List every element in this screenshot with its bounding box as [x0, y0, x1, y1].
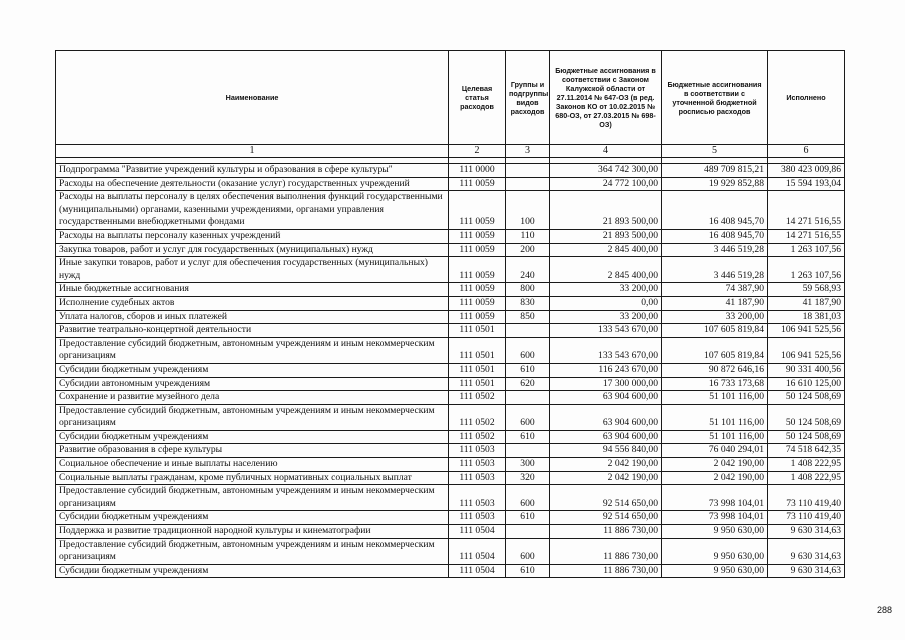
- row-executed: 73 110 419,40: [768, 485, 845, 511]
- row-law-allocation: 63 904 600,00: [550, 391, 662, 405]
- row-name: Расходы на выплаты персоналу казенных учреждений: [56, 229, 449, 243]
- row-executed: 1 263 107,56: [768, 257, 845, 283]
- table-row: [56, 310, 845, 324]
- row-group: [506, 444, 550, 458]
- row-article: 111 0503: [449, 471, 506, 485]
- row-article: 111 0504: [449, 525, 506, 539]
- row-law-allocation: 21 893 500,00: [550, 229, 662, 243]
- row-executed: 50 124 508,69: [768, 391, 845, 405]
- header-refined-allocation: Бюджетные ассигнования в соответствии с уточненной бюджетной росписью расходов: [662, 51, 768, 145]
- row-article: 111 0503: [449, 511, 506, 525]
- table-row: [56, 177, 845, 191]
- row-name: Субсидии бюджетным учреждениям: [56, 363, 449, 377]
- row-refined-allocation: 51 101 116,00: [662, 430, 768, 444]
- row-refined-allocation: 107 605 819,84: [662, 324, 768, 338]
- row-article: 111 0059: [449, 310, 506, 324]
- header-law-allocation: Бюджетные ассигнования в соответствии с Законом Калужской области от 27.11.2014 № 647-ОЗ (в ред. Законов КО от 10.02.2015 № 680-ОЗ, от 27.03.2015 № 698-ОЗ): [550, 51, 662, 145]
- header-group: Группы и подгруппы видов расходов: [506, 51, 550, 145]
- row-name: Закупка товаров, работ и услуг для государственных (муниципальных) нужд: [56, 243, 449, 257]
- row-refined-allocation: 16 408 945,70: [662, 191, 768, 230]
- row-executed: 15 594 193,04: [768, 177, 845, 191]
- table-row: [56, 337, 845, 363]
- row-name: Социальные выплаты гражданам, кроме публичных нормативных социальных выплат: [56, 471, 449, 485]
- row-article: 111 0501: [449, 377, 506, 391]
- row-executed: 41 187,90: [768, 296, 845, 310]
- row-name: Поддержка и развитие традиционной народной культуры и кинематографии: [56, 525, 449, 539]
- row-group: [506, 391, 550, 405]
- row-group: 100: [506, 191, 550, 230]
- row-article: 111 0503: [449, 458, 506, 472]
- column-number: 1: [56, 145, 449, 158]
- table-body: [56, 164, 845, 578]
- column-number: 4: [550, 145, 662, 158]
- row-article: 111 0059: [449, 177, 506, 191]
- row-group: 110: [506, 229, 550, 243]
- row-article: 111 0059: [449, 229, 506, 243]
- row-refined-allocation: 16 733 173,68: [662, 377, 768, 391]
- row-group: 850: [506, 310, 550, 324]
- row-refined-allocation: 76 040 294,01: [662, 444, 768, 458]
- row-law-allocation: 2 042 190,00: [550, 471, 662, 485]
- row-group: [506, 164, 550, 178]
- header-article: Целевая статья расходов: [449, 51, 506, 145]
- row-name: Расходы на выплаты персоналу в целях обеспечения выполнения функций государственными (муниципальными) органами, казенными учреждениями, органами управления государственными внебюджетными фондами: [56, 191, 449, 230]
- table-row: [56, 377, 845, 391]
- row-law-allocation: 0,00: [550, 296, 662, 310]
- table-row: [56, 430, 845, 444]
- row-law-allocation: 94 556 840,00: [550, 444, 662, 458]
- row-group: [506, 177, 550, 191]
- table-row: [56, 324, 845, 338]
- row-group: 620: [506, 377, 550, 391]
- row-group: 320: [506, 471, 550, 485]
- row-name: Расходы на обеспечение деятельности (оказание услуг) государственных учреждений: [56, 177, 449, 191]
- table-row: [56, 538, 845, 564]
- row-name: Иные закупки товаров, работ и услуг для обеспечения государственных (муниципальных) нужд: [56, 257, 449, 283]
- table-row: [56, 391, 845, 405]
- row-name: Уплата налогов, сборов и иных платежей: [56, 310, 449, 324]
- table-row: [56, 444, 845, 458]
- row-law-allocation: 92 514 650,00: [550, 511, 662, 525]
- table-row: [56, 458, 845, 472]
- row-law-allocation: 11 886 730,00: [550, 564, 662, 578]
- row-law-allocation: 63 904 600,00: [550, 404, 662, 430]
- row-law-allocation: 33 200,00: [550, 283, 662, 297]
- row-refined-allocation: 33 200,00: [662, 310, 768, 324]
- row-refined-allocation: 73 998 104,01: [662, 485, 768, 511]
- row-article: 111 0501: [449, 324, 506, 338]
- row-law-allocation: 92 514 650,00: [550, 485, 662, 511]
- row-name: Иные бюджетные ассигнования: [56, 283, 449, 297]
- row-refined-allocation: 3 446 519,28: [662, 257, 768, 283]
- row-law-allocation: 21 893 500,00: [550, 191, 662, 230]
- column-number: 3: [506, 145, 550, 158]
- row-executed: 74 518 642,35: [768, 444, 845, 458]
- row-group: 800: [506, 283, 550, 297]
- table-row: [56, 164, 845, 178]
- table-row: [56, 363, 845, 377]
- table-row: [56, 243, 845, 257]
- table-row: [56, 564, 845, 578]
- row-article: 111 0504: [449, 538, 506, 564]
- row-law-allocation: 63 904 600,00: [550, 430, 662, 444]
- row-group: [506, 324, 550, 338]
- header-executed: Исполнено: [768, 51, 845, 145]
- table-row: [56, 404, 845, 430]
- row-name: Субсидии бюджетным учреждениям: [56, 430, 449, 444]
- row-group: [506, 525, 550, 539]
- row-article: 111 0503: [449, 444, 506, 458]
- row-law-allocation: 24 772 100,00: [550, 177, 662, 191]
- table-row: [56, 511, 845, 525]
- row-article: 111 0059: [449, 243, 506, 257]
- row-law-allocation: 116 243 670,00: [550, 363, 662, 377]
- column-number-row: [56, 145, 845, 158]
- row-article: 111 0000: [449, 164, 506, 178]
- row-name: Субсидии бюджетным учреждениям: [56, 564, 449, 578]
- row-law-allocation: 17 300 000,00: [550, 377, 662, 391]
- row-law-allocation: 2 845 400,00: [550, 243, 662, 257]
- row-law-allocation: 133 543 670,00: [550, 337, 662, 363]
- table-row: [56, 471, 845, 485]
- row-executed: 9 630 314,63: [768, 564, 845, 578]
- row-group: 240: [506, 257, 550, 283]
- row-refined-allocation: 51 101 116,00: [662, 391, 768, 405]
- row-article: 111 0059: [449, 191, 506, 230]
- row-executed: 59 568,93: [768, 283, 845, 297]
- row-refined-allocation: 9 950 630,00: [662, 564, 768, 578]
- row-group: 600: [506, 538, 550, 564]
- row-executed: 1 408 222,95: [768, 471, 845, 485]
- row-group: 830: [506, 296, 550, 310]
- table-row: [56, 525, 845, 539]
- table-row: [56, 485, 845, 511]
- row-refined-allocation: 9 950 630,00: [662, 538, 768, 564]
- row-executed: 50 124 508,69: [768, 404, 845, 430]
- row-law-allocation: 364 742 300,00: [550, 164, 662, 178]
- row-article: 111 0502: [449, 404, 506, 430]
- row-refined-allocation: 2 042 190,00: [662, 458, 768, 472]
- table-row: [56, 229, 845, 243]
- row-group: 300: [506, 458, 550, 472]
- row-executed: 1 263 107,56: [768, 243, 845, 257]
- row-name: Социальное обеспечение и иные выплаты населению: [56, 458, 449, 472]
- row-name: Развитие образования в сфере культуры: [56, 444, 449, 458]
- row-refined-allocation: 74 387,90: [662, 283, 768, 297]
- row-refined-allocation: 16 408 945,70: [662, 229, 768, 243]
- header-name: Наименование: [56, 51, 449, 145]
- row-group: 610: [506, 363, 550, 377]
- row-article: 111 0059: [449, 296, 506, 310]
- row-group: 600: [506, 337, 550, 363]
- row-executed: 380 423 009,86: [768, 164, 845, 178]
- column-number: 6: [768, 145, 845, 158]
- row-name: Субсидии бюджетным учреждениям: [56, 511, 449, 525]
- row-article: 111 0504: [449, 564, 506, 578]
- row-executed: 16 610 125,00: [768, 377, 845, 391]
- row-law-allocation: 133 543 670,00: [550, 324, 662, 338]
- row-executed: 90 331 400,56: [768, 363, 845, 377]
- row-refined-allocation: 489 709 815,21: [662, 164, 768, 178]
- row-executed: 18 381,03: [768, 310, 845, 324]
- row-refined-allocation: 9 950 630,00: [662, 525, 768, 539]
- row-executed: 9 630 314,63: [768, 538, 845, 564]
- row-article: 111 0059: [449, 257, 506, 283]
- row-executed: 50 124 508,69: [768, 430, 845, 444]
- row-executed: 14 271 516,55: [768, 229, 845, 243]
- row-law-allocation: 11 886 730,00: [550, 525, 662, 539]
- table-header-row: [56, 51, 845, 145]
- row-name: Предоставление субсидий бюджетным, автономным учреждениям и иным некоммерческим организациям: [56, 404, 449, 430]
- row-group: 610: [506, 564, 550, 578]
- row-name: Исполнение судебных актов: [56, 296, 449, 310]
- budget-table: [55, 50, 845, 578]
- row-name: Развитие театрально-концертной деятельности: [56, 324, 449, 338]
- row-name: Предоставление субсидий бюджетным, автономным учреждениям и иным некоммерческим организациям: [56, 538, 449, 564]
- row-executed: 73 110 419,40: [768, 511, 845, 525]
- table-row: [56, 191, 845, 230]
- row-article: 111 0501: [449, 363, 506, 377]
- row-group: 600: [506, 404, 550, 430]
- row-article: 111 0502: [449, 430, 506, 444]
- row-name: Субсидии автономным учреждениям: [56, 377, 449, 391]
- row-group: 610: [506, 511, 550, 525]
- row-law-allocation: 33 200,00: [550, 310, 662, 324]
- row-executed: 9 630 314,63: [768, 525, 845, 539]
- column-number: 5: [662, 145, 768, 158]
- row-refined-allocation: 3 446 519,28: [662, 243, 768, 257]
- row-group: 600: [506, 485, 550, 511]
- row-group: 610: [506, 430, 550, 444]
- row-article: 111 0059: [449, 283, 506, 297]
- row-refined-allocation: 107 605 819,84: [662, 337, 768, 363]
- table-row: [56, 296, 845, 310]
- table-row: [56, 257, 845, 283]
- row-article: 111 0502: [449, 391, 506, 405]
- row-law-allocation: 11 886 730,00: [550, 538, 662, 564]
- row-executed: 14 271 516,55: [768, 191, 845, 230]
- table-row: [56, 283, 845, 297]
- page-number: 288: [876, 605, 892, 615]
- row-law-allocation: 2 042 190,00: [550, 458, 662, 472]
- row-group: 200: [506, 243, 550, 257]
- row-law-allocation: 2 845 400,00: [550, 257, 662, 283]
- row-refined-allocation: 41 187,90: [662, 296, 768, 310]
- row-name: Подпрограмма "Развитие учреждений культуры и образования в сфере культуры": [56, 164, 449, 178]
- row-refined-allocation: 51 101 116,00: [662, 404, 768, 430]
- row-refined-allocation: 90 872 646,16: [662, 363, 768, 377]
- row-name: Предоставление субсидий бюджетным, автономным учреждениям и иным некоммерческим организациям: [56, 337, 449, 363]
- row-article: 111 0503: [449, 485, 506, 511]
- row-executed: 1 408 222,95: [768, 458, 845, 472]
- row-executed: 106 941 525,56: [768, 337, 845, 363]
- row-name: Предоставление субсидий бюджетным, автономным учреждениям и иным некоммерческим организациям: [56, 485, 449, 511]
- row-article: 111 0501: [449, 337, 506, 363]
- row-refined-allocation: 19 929 852,88: [662, 177, 768, 191]
- column-number: 2: [449, 145, 506, 158]
- row-name: Сохранение и развитие музейного дела: [56, 391, 449, 405]
- row-refined-allocation: 73 998 104,01: [662, 511, 768, 525]
- row-executed: 106 941 525,56: [768, 324, 845, 338]
- row-refined-allocation: 2 042 190,00: [662, 471, 768, 485]
